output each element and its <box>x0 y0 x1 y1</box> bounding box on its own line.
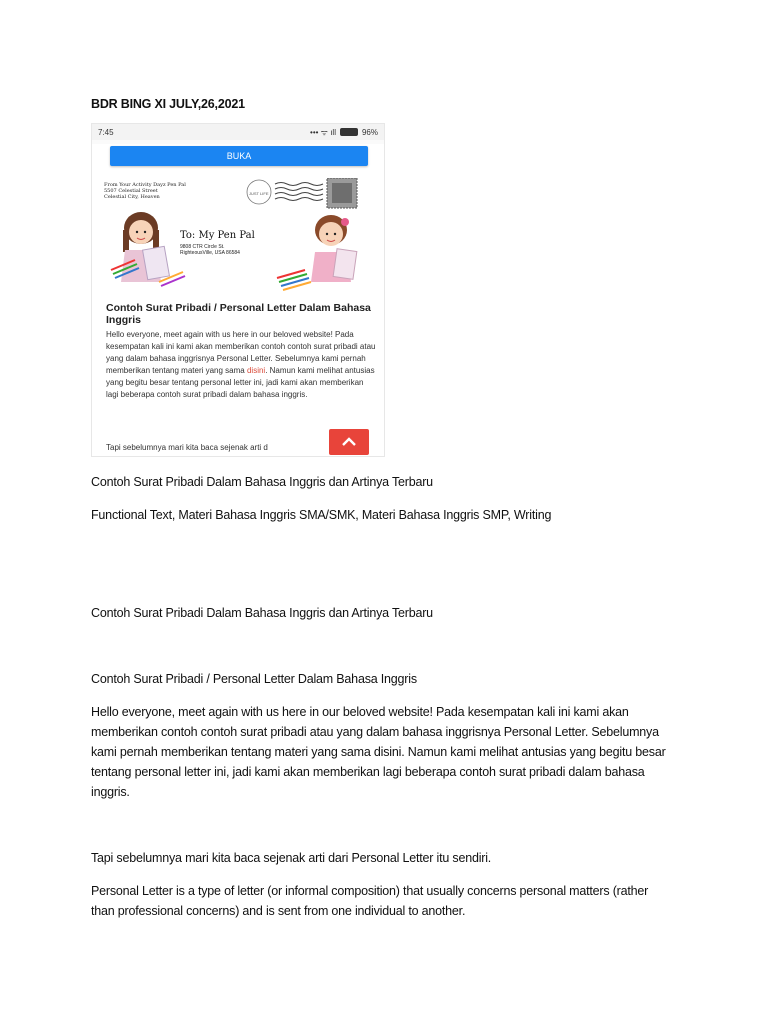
paragraph-2: Tapi sebelumnya mari kita baca sejenak arti dari Personal Letter itu sendiri. <box>91 851 492 865</box>
article-body-text: . Namun kami melihat antusias yang begitu besar tentang personal letter ini, jadi kami akan memberikan lagi beberapa contoh surat pribadi dalam bahasa inggris. <box>106 366 375 399</box>
from-line: Celestial City, Heaven <box>104 194 160 200</box>
article-title: Contoh Surat Pribadi / Personal Letter Dalam Bahasa Inggris <box>106 302 371 326</box>
scroll-to-top-button[interactable] <box>329 429 369 455</box>
paragraph-1: Hello everyone, meet again with us here in our beloved website! Pada kesempatan kali ini kami akan memberikan contoh contoh surat pribadi atau yang dalam bahasa inggrisnya Personal Letter. Sebelumnya kami pernah memberikan tentang materi yang sama disini. Namun kami melihat antusias yang begitu besar tentang personal letter ini, jadi kami akan memberikan lagi beberapa contoh surat pribadi dalam bahasa inggris. <box>91 705 666 799</box>
browser-bar <box>92 140 384 144</box>
document-heading: BDR BING XI JULY,26,2021 <box>91 97 245 111</box>
article-link[interactable]: disini <box>246 366 266 375</box>
embedded-screenshot <box>91 123 385 457</box>
to-line: RighteousVille, USA 86584 <box>180 250 240 256</box>
battery-level: 96% <box>361 127 378 137</box>
battery-icon <box>340 128 358 136</box>
to-title: To: My Pen Pal <box>180 230 255 241</box>
article-body-text: Hello everyone, meet again with us here in our beloved website! Pada kesempatan kali ini kami akan memberikan contoh contoh surat pribadi atau yang dalam bahasa inggrisnya Personal Letter. Sebelumnya kami pernah memberikan tentang materi yang sama <box>106 330 376 375</box>
title-repeat: Contoh Surat Pribadi Dalam Bahasa Inggris dan Artinya Terbaru <box>91 606 433 620</box>
paragraph-3: Personal Letter is a type of letter (or informal composition) that usually concerns personal matters (rather than professional concerns) and is sent from one individual to another. <box>91 884 649 918</box>
article-body <box>106 329 376 401</box>
from-line: 5507 Celestial Street <box>104 188 158 194</box>
from-address <box>104 182 214 200</box>
open-button[interactable]: BUKA <box>110 146 368 166</box>
stamp-text: JUST LIFE <box>249 191 269 196</box>
status-indicators <box>310 127 378 138</box>
subtitle: Contoh Surat Pribadi / Personal Letter Dalam Bahasa Inggris <box>91 672 417 686</box>
status-bar <box>92 124 384 140</box>
chevron-up-icon <box>341 437 357 447</box>
status-time: 7:45 <box>98 127 114 137</box>
to-address <box>180 244 280 256</box>
caption: Contoh Surat Pribadi Dalam Bahasa Inggris dan Artinya Terbaru <box>91 475 433 489</box>
from-line: From Your Activity Dayz Pen Pal <box>104 182 186 188</box>
to-line: 9808 CTR Circle St. <box>180 244 225 250</box>
categories: Functional Text, Materi Bahasa Inggris SMA/SMK, Materi Bahasa Inggris SMP, Writing <box>91 508 552 522</box>
article-more: Tapi sebelumnya mari kita baca sejenak arti d <box>106 443 268 452</box>
signal-icon: ••• ᯤ ıll <box>310 127 336 137</box>
